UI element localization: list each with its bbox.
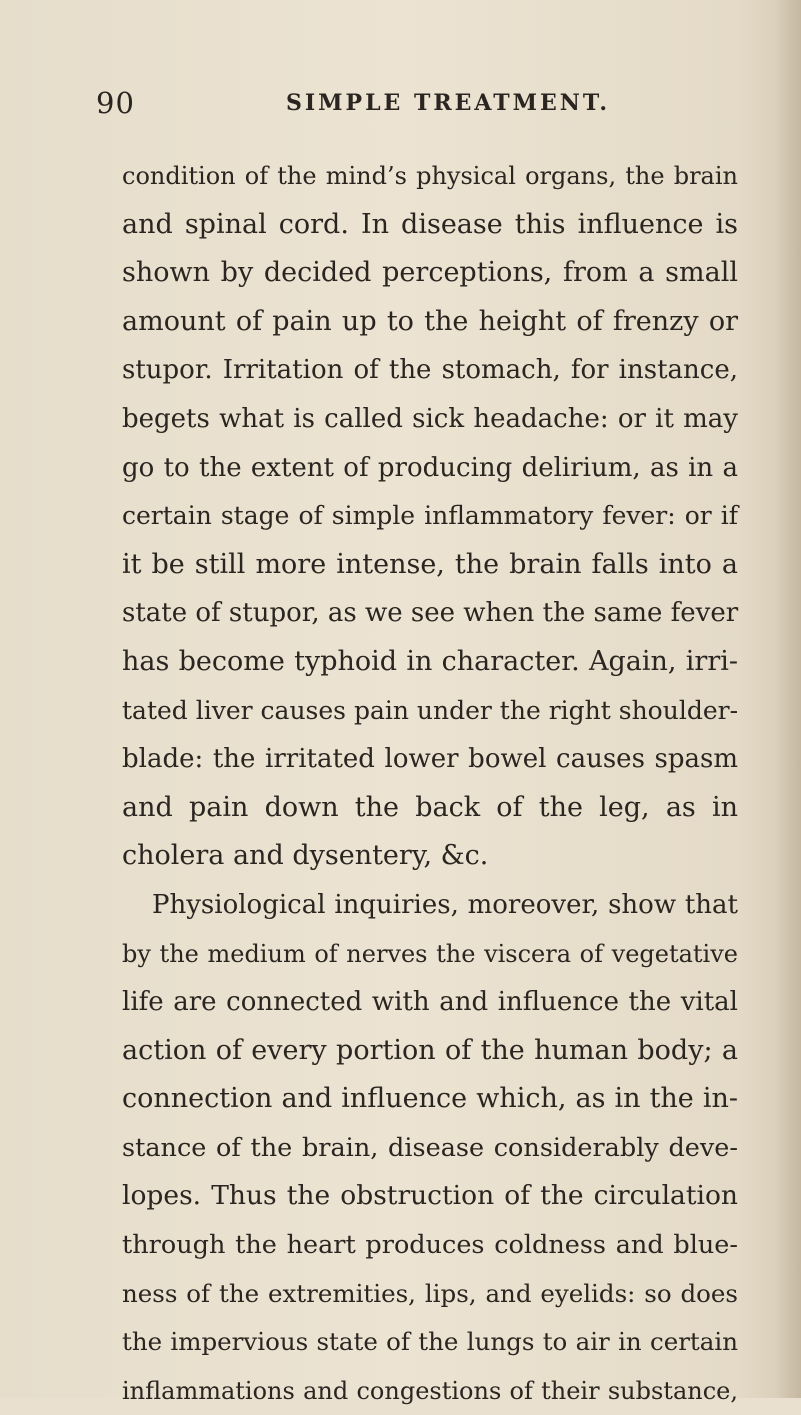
text-line: it be still more intense, the brain falls into a [122, 548, 738, 580]
text-line: action of every portion of the human body; a [122, 1034, 738, 1066]
page-number: 90 [96, 86, 135, 120]
text-line: by the medium of nerves the viscera of vegetative [122, 939, 738, 968]
text-line: and pain down the back of the leg, as in [122, 791, 738, 823]
paragraph-end-line: cholera and dysentery, &c. [122, 840, 489, 872]
text-line: condition of the mind’s physical organs, the brain [122, 162, 738, 190]
text-line: certain stage of simple inflammatory fever: or if [122, 501, 738, 531]
text-line: go to the extent of producing delirium, as in a [122, 452, 738, 483]
text-line: blade: the irritated lower bowel causes spasm [122, 744, 738, 775]
text-line: the impervious state of the lungs to air in certain [122, 1327, 738, 1357]
text-line: begets what is called sick headache: or it may [122, 403, 738, 434]
text-line: connection and influence which, as in the in- [122, 1083, 738, 1115]
text-line: has become typhoid in character. Again, irri- [122, 645, 738, 677]
page-edge-shadow [775, 0, 801, 1398]
text-line: shown by decided perceptions, from a small [122, 257, 738, 289]
text-line: through the heart produces coldness and blue- [122, 1230, 738, 1261]
text-line: and spinal cord. In disease this influence is [122, 208, 738, 240]
text-line: lopes. Thus the obstruction of the circulation [122, 1180, 738, 1212]
running-head [96, 86, 656, 126]
text-line: inflammations and congestions of their substance, [122, 1376, 738, 1405]
body-text [122, 152, 738, 1415]
text-line: stance of the brain, disease considerably deve- [122, 1132, 738, 1163]
text-line: amount of pain up to the height of frenzy or [122, 305, 738, 337]
text-line: life are connected with and influence the vital [122, 987, 738, 1018]
text-line: state of stupor, as we see when the same fever [122, 598, 739, 629]
text-line: tated liver causes pain under the right shoulder- [122, 695, 739, 725]
running-title: SIMPLE TREATMENT. [286, 90, 611, 116]
paragraph-start-line: Physiological inquiries, moreover, show that [152, 889, 738, 920]
text-line: ness of the extremities, lips, and eyelids: so does [122, 1278, 738, 1308]
text-line: stupor. Irritation of the stomach, for instance, [122, 355, 738, 386]
